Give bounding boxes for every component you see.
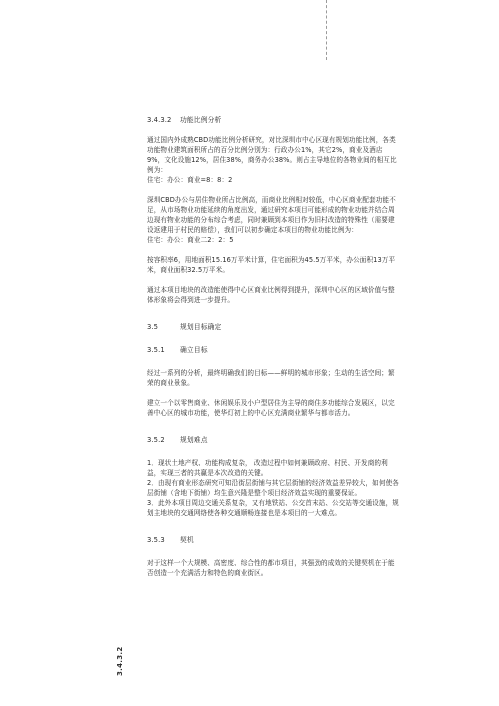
section-heading-3-5-2 (147, 435, 399, 445)
paragraph-goal-statement: 经过一系列的分析，最终明确我们的目标——鲜明的城市形象；生动的生活空间；繁荣的商业景象。 (147, 369, 395, 387)
paragraph-opportunity: 对于这样一个大规模、高密度、综合性的都市项目，其强劲的成效的关键契机在于能否创造一个充满活力和特色的商业街区。 (147, 559, 395, 577)
section-title: 规划难点 (180, 436, 208, 444)
list-item-difficulty-3: 3．此外本项目周边交通关系复杂，又有地铁站、公交首末站、公交站等交通设施，规划主地块的交通网络使各种交通顺畅连接也是本项目的一大难点。 (147, 499, 399, 517)
section-title: 契机 (180, 536, 194, 544)
section-number: 3.5.3 (147, 536, 165, 544)
section-number: 3.4.3.2 (147, 116, 172, 124)
section-heading-3-4-3-2 (147, 115, 399, 125)
list-item-difficulty-1: 1．现状土地产权、功能构成复杂， 改造过程中如何兼顾政府、村民、开发商的利益，实现三者的共赢是本次改造的关键。 (147, 459, 388, 477)
section-heading-3-5 (147, 322, 399, 332)
section-heading-3-5-1 (147, 345, 399, 355)
paragraph-function-ratio-analysis: 通过国内外成熟CBD功能比例分析研究，对比深圳市中心区现有规划功能比例，各类功能物业建筑面积所占的百分比例分别为：行政办公1%，其它2%，商业及酒店9%，文化设施12%，居住38%，商务办公38%。则占主导地位的各物业间的相互比例为： (147, 136, 397, 174)
ratio-line-1: 住宅：办公：商业=8：8：2 (147, 176, 233, 184)
paragraph-cbd-proportion: 深圳CBD办公与居住物业所占比例高，而商业比例相对较低，中心区商业配套功能不足，从市场物业功能延续的角度出发，通过研究本项目可能形成的物业功能并结合周边现有物业功能的分布综合考虑，同时兼顾到本项目作为旧村改造的特殊性（需要建设返建用于村民的赔偿），我们可以初步确定本项目的物业功能比例为： (147, 196, 396, 234)
section-heading-3-5-3 (147, 535, 399, 545)
section-title: 规划目标确定 (180, 323, 222, 331)
document-body (147, 115, 399, 578)
list-item-difficulty-2: 2．由现有商业形态研究可知沿街层街铺与其它层街铺的经济效益差异较大，如何使各层街铺（含地下街铺）均生意兴隆是整个项目经济效益实现的重要保证。 (147, 479, 399, 497)
ratio-line-2: 住宅：办公：商业二2：2：5 (147, 236, 234, 244)
section-number: 3.5.2 (147, 436, 165, 444)
crop-mark-line (326, 0, 327, 60)
vertical-section-label: 3.4.3.2 (116, 646, 124, 676)
section-number: 3.5 (147, 323, 159, 331)
paragraph-area-calculation: 按容积率6，用地面积15.16万平米计算，住宅面积为45.5万平米，办公面积13万平米，商业面积32.5万平米。 (147, 256, 396, 274)
section-title: 确立目标 (180, 346, 208, 354)
section-number: 3.5.1 (147, 346, 165, 354)
paragraph-development-zone: 建立一个以零售商业、休闲娱乐及小户型居住为主导的商住多功能综合发展区，以完善中心区的城市功能，使华灯初上的中心区充满商业繁华与都市活力。 (147, 399, 395, 417)
section-title: 功能比例分析 (180, 116, 222, 124)
paragraph-value-improvement: 通过本项目地块的改造能使得中心区商业比例得到提升，深圳中心区的区域价值与整体形象将会得到进一步提升。 (147, 286, 395, 304)
